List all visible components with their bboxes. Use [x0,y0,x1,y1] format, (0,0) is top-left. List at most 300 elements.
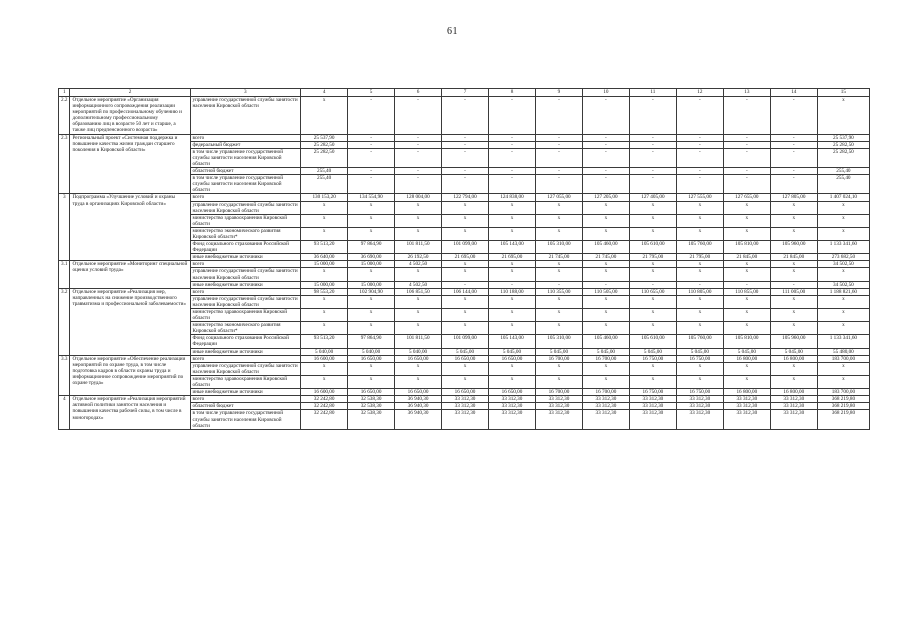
year-value: 110 355,00 [535,288,582,295]
year-value: x [442,295,489,308]
year-value: x [442,261,489,268]
year-value: 33 312,30 [676,396,723,403]
year-value: 97 864,90 [348,335,395,348]
year-value: 16 800,00 [770,355,817,362]
year-value: - [629,148,676,167]
budget-table [58,88,870,430]
year-value: - [535,168,582,175]
year-value: 5 040,00 [395,348,442,355]
year-value: - [535,175,582,194]
year-value: x [723,268,770,281]
year-value: x [629,309,676,322]
year-value: 127 555,00 [676,194,723,201]
year-value: x [770,268,817,281]
year-value: x [301,201,348,214]
year-value: x [348,295,395,308]
year-value: - [535,148,582,167]
year-value: 15 000,00 [301,281,348,288]
year-value: 16 800,00 [723,389,770,396]
total-value: 1 407 024,10 [817,194,869,201]
funding-source: управление государственной службы занятости населения Кировской области [190,362,301,375]
year-value: - [676,97,723,135]
column-number-2: 2 [70,89,190,97]
year-value: x [723,362,770,375]
year-value: 33 312,30 [535,410,582,429]
year-value: - [535,141,582,148]
year-value: 105 310,00 [535,335,582,348]
year-value: x [582,201,629,214]
year-value: 33 312,30 [535,403,582,410]
year-value: x [723,375,770,388]
year-value: x [442,362,489,375]
year-value: 21 695,00 [442,254,489,261]
year-value: 110 855,00 [723,288,770,295]
column-number-row [59,89,870,97]
total-value: 368 219,80 [817,396,869,403]
year-value: x [676,322,723,335]
year-value: x [723,214,770,227]
year-value: 127 405,00 [629,194,676,201]
year-value: - [442,148,489,167]
year-value: x [770,375,817,388]
year-value: x [582,309,629,322]
column-number-7: 7 [442,89,489,97]
year-value: 5 045,00 [442,348,489,355]
year-value: - [489,148,536,167]
year-value: 33 312,30 [629,410,676,429]
year-value: 134 554,90 [348,194,395,201]
year-value: x [629,261,676,268]
total-value: x [817,322,869,335]
year-value: - [442,281,489,288]
year-value: 130 153,20 [301,194,348,201]
total-value: 255,40 [817,175,869,194]
item-name: Подпрограмма «Улучшение условий и охраны труда в организациях Кировской области» [70,194,190,261]
year-value: x [582,268,629,281]
table-row [59,194,870,201]
year-value: - [770,175,817,194]
year-value: - [770,141,817,148]
year-value: 106 144,00 [442,288,489,295]
year-value: x [348,309,395,322]
year-value: - [723,168,770,175]
total-value: x [817,97,869,135]
year-value: - [582,141,629,148]
year-value: x [489,214,536,227]
year-value: x [348,375,395,388]
year-value: 105 610,00 [629,241,676,254]
column-number-6: 6 [395,89,442,97]
year-value: x [395,362,442,375]
year-value: - [582,134,629,141]
year-value: 16 700,00 [535,355,582,362]
year-value: - [489,97,536,135]
total-value: 1 188 821,60 [817,288,869,295]
column-number-5: 5 [348,89,395,97]
year-value: 25 537,90 [301,134,348,141]
year-value: 105 810,00 [723,335,770,348]
year-value: 21 795,00 [676,254,723,261]
year-value: x [489,309,536,322]
year-value: x [301,227,348,240]
year-value: 15 000,00 [348,261,395,268]
year-value: 5 045,00 [535,348,582,355]
funding-source: в том числе управление государственной службы занятости населения Кировской области [190,148,301,167]
total-value: 273 682,50 [817,254,869,261]
year-value: 32 538,30 [348,410,395,429]
year-value: 33 312,30 [535,396,582,403]
funding-source: Фонд социального страхования Российской Федерации [190,241,301,254]
year-value: x [535,261,582,268]
year-value: 16 650,00 [395,389,442,396]
year-value: x [723,309,770,322]
column-number-12: 12 [676,89,723,97]
year-value: 16 600,00 [301,355,348,362]
year-value: 110 655,00 [629,288,676,295]
year-value: 4 502,50 [395,281,442,288]
total-value: 1 133 341,60 [817,241,869,254]
year-value: 33 312,30 [489,396,536,403]
year-value: 32 242,80 [301,410,348,429]
year-value: - [489,175,536,194]
year-value: x [535,309,582,322]
total-value: x [817,201,869,214]
year-value: 33 312,30 [629,403,676,410]
year-value: x [489,261,536,268]
year-value: x [348,201,395,214]
item-number: 4 [59,396,70,429]
year-value: x [676,295,723,308]
year-value: - [489,134,536,141]
total-value: 183 700,00 [817,389,869,396]
year-value: - [348,97,395,135]
year-value: - [770,97,817,135]
year-value: x [629,322,676,335]
year-value: x [582,375,629,388]
year-value: x [535,214,582,227]
table-row [59,396,870,403]
year-value: x [629,227,676,240]
year-value: - [489,168,536,175]
funding-source: федеральный бюджет [190,141,301,148]
year-value: - [629,281,676,288]
year-value: 105 310,00 [535,241,582,254]
year-value: 16 700,00 [582,355,629,362]
year-value: 5 040,00 [348,348,395,355]
year-value: 255,40 [301,175,348,194]
item-name: Отдельное мероприятие «Организация информационного сопровождения реализации мероприятий по профессиональному обучению и дополнительному профессиональному образованию лиц в возрасте 50 лет и старше, а также лиц предпенсионного возраста» [70,97,190,135]
year-value: - [395,168,442,175]
year-value: 101 099,00 [442,335,489,348]
year-value: x [770,295,817,308]
total-value: x [817,309,869,322]
year-value: 36 940,30 [395,410,442,429]
year-value: x [442,322,489,335]
year-value: - [676,148,723,167]
year-value: x [582,362,629,375]
total-value: 25 282,50 [817,148,869,167]
year-value: x [442,214,489,227]
year-value: x [395,322,442,335]
year-value: x [395,201,442,214]
year-value: 16 650,00 [395,355,442,362]
year-value: x [301,268,348,281]
year-value: - [629,175,676,194]
year-value: - [723,281,770,288]
year-value: - [629,97,676,135]
year-value: 33 312,30 [770,403,817,410]
year-value: - [770,134,817,141]
year-value: - [770,281,817,288]
year-value: x [395,295,442,308]
table-row [59,97,870,135]
column-number-13: 13 [723,89,770,97]
year-value: x [535,268,582,281]
year-value: 101 811,50 [395,241,442,254]
funding-source: иные внебюджетные источники [190,389,301,396]
page-number: 61 [447,26,458,37]
funding-source: в том числе управление государственной службы занятости населения Кировской области [190,410,301,429]
year-value: x [489,322,536,335]
year-value: 5 045,00 [723,348,770,355]
item-name: Отдельное мероприятие «Реализация мер, направленных на снижение производственного травматизма и профессиональной заболеваемости» [70,288,190,355]
year-value: 5 045,00 [629,348,676,355]
year-value: - [348,168,395,175]
year-value: 16 650,00 [442,355,489,362]
year-value: x [535,322,582,335]
year-value: - [395,175,442,194]
year-value: 33 312,30 [676,410,723,429]
total-value: 255,40 [817,168,869,175]
year-value: x [535,375,582,388]
year-value: 105 610,00 [629,335,676,348]
year-value: 5 045,00 [582,348,629,355]
year-value: - [489,141,536,148]
year-value: x [770,214,817,227]
funding-source: министерство здравоохранения Кировской области [190,375,301,388]
year-value: x [489,362,536,375]
year-value: 105 460,00 [582,335,629,348]
item-name: Отдельное мероприятие «Реализация мероприятий активной политики занятости населения и повышения качества рабочей силы, в том числе в моногородах» [70,396,190,429]
column-number-15: 15 [817,89,869,97]
year-value: 93 513,20 [301,335,348,348]
year-value: - [348,134,395,141]
table-body [59,89,870,430]
year-value: x [770,227,817,240]
year-value: 16 650,00 [348,355,395,362]
year-value: x [676,201,723,214]
total-value: 55 480,00 [817,348,869,355]
funding-source: всего [190,134,301,141]
funding-source: управление государственной службы занятости населения Кировской области [190,268,301,281]
table-row [59,134,870,141]
year-value: - [535,134,582,141]
total-value: 34 502,50 [817,281,869,288]
total-value: 34 502,50 [817,261,869,268]
column-number-10: 10 [582,89,629,97]
year-value: x [301,322,348,335]
year-value: - [348,148,395,167]
year-value: - [442,175,489,194]
year-value: 105 460,00 [582,241,629,254]
year-value: 105 143,00 [489,335,536,348]
total-value: x [817,214,869,227]
year-value: - [723,148,770,167]
column-number-8: 8 [489,89,536,97]
year-value: x [676,261,723,268]
year-value: - [723,134,770,141]
year-value: 16 750,00 [676,355,723,362]
year-value: 106 851,50 [395,288,442,295]
total-value: 25 537,90 [817,134,869,141]
year-value: 33 312,30 [723,410,770,429]
year-value: x [629,295,676,308]
column-number-14: 14 [770,89,817,97]
year-value: x [723,261,770,268]
year-value: 25 282,50 [301,141,348,148]
total-value: x [817,295,869,308]
funding-source: всего [190,396,301,403]
year-value: x [395,268,442,281]
funding-source: управление государственной службы занятости населения Кировской области [190,97,301,135]
item-number: 3 [59,194,70,261]
year-value: - [395,148,442,167]
funding-source: областной бюджет [190,403,301,410]
year-value: 102 904,90 [348,288,395,295]
year-value: 21 745,00 [535,254,582,261]
year-value: 16 800,00 [723,355,770,362]
total-value: x [817,227,869,240]
year-value: x [489,227,536,240]
year-value: x [301,295,348,308]
year-value: 16 750,00 [676,389,723,396]
year-value: 16 650,00 [489,389,536,396]
year-value: 33 312,30 [582,410,629,429]
year-value: - [395,141,442,148]
year-value: 21 845,00 [723,254,770,261]
year-value: 98 553,20 [301,288,348,295]
funding-source: иные внебюджетные источники [190,348,301,355]
year-value: x [301,362,348,375]
year-value: 32 242,80 [301,403,348,410]
total-value: 368 219,80 [817,410,869,429]
year-value: - [676,141,723,148]
year-value: 105 960,00 [770,241,817,254]
funding-source: министерство экономического развития Кировской области* [190,322,301,335]
year-value: 33 312,30 [629,396,676,403]
year-value: 16 650,00 [489,355,536,362]
year-value: x [676,362,723,375]
year-value: - [442,97,489,135]
year-value: - [442,141,489,148]
year-value: 36 940,30 [395,396,442,403]
item-name: Отдельное мероприятие «Мониторинг специальной оценки условий труда» [70,261,190,288]
year-value: 105 760,00 [676,241,723,254]
total-value: 25 282,50 [817,141,869,148]
year-value: x [301,375,348,388]
year-value: - [582,168,629,175]
year-value: x [629,375,676,388]
year-value: 26 192,50 [395,254,442,261]
year-value: 93 513,20 [301,241,348,254]
column-number-1: 1 [59,89,70,97]
year-value: 110 505,00 [582,288,629,295]
year-value: - [723,141,770,148]
year-value: - [770,148,817,167]
year-value: 16 600,00 [301,389,348,396]
year-value: - [348,175,395,194]
year-value: x [489,295,536,308]
year-value: 5 045,00 [489,348,536,355]
item-number: 2.2 [59,97,70,135]
year-value: x [582,214,629,227]
year-value: x [582,322,629,335]
year-value: x [535,201,582,214]
year-value: x [676,309,723,322]
year-value: x [676,227,723,240]
year-value: 33 312,30 [442,396,489,403]
year-value: x [582,295,629,308]
total-value: 368 219,80 [817,403,869,410]
year-value: - [723,97,770,135]
year-value: x [442,227,489,240]
year-value: 15 000,00 [348,281,395,288]
year-value: 36 640,00 [301,254,348,261]
year-value: 16 650,00 [442,389,489,396]
year-value: x [348,362,395,375]
item-name: Отдельное мероприятие «Обеспечение реализации мероприятий по охране труда, в том числе подготовка кадров в области охраны труда и информационное сопровождение мероприятий по охране труда» [70,355,190,396]
year-value: 255,40 [301,168,348,175]
year-value: 32 538,30 [348,403,395,410]
year-value: x [770,322,817,335]
year-value: x [489,201,536,214]
year-value: 15 000,00 [301,261,348,268]
year-value: - [535,97,582,135]
year-value: 127 205,00 [582,194,629,201]
year-value: x [395,227,442,240]
year-value: 21 795,00 [629,254,676,261]
year-value: - [676,175,723,194]
year-value: 33 312,30 [723,403,770,410]
year-value: x [770,201,817,214]
year-value: x [770,261,817,268]
total-value: x [817,268,869,281]
year-value: x [301,309,348,322]
year-value: 97 864,90 [348,241,395,254]
year-value: x [348,214,395,227]
year-value: - [723,175,770,194]
year-value: 16 750,00 [629,389,676,396]
year-value: x [395,309,442,322]
year-value: 32 538,30 [348,396,395,403]
total-value: 1 133 341,60 [817,335,869,348]
year-value: 5 045,00 [770,348,817,355]
year-value: x [535,227,582,240]
year-value: x [301,214,348,227]
year-value: x [629,201,676,214]
year-value: - [395,97,442,135]
year-value: - [582,97,629,135]
year-value: - [629,141,676,148]
column-number-4: 4 [301,89,348,97]
year-value: 4 502,50 [395,261,442,268]
year-value: 105 760,00 [676,335,723,348]
year-value: 128 004,00 [395,194,442,201]
year-value: x [676,375,723,388]
year-value: 111 005,00 [770,288,817,295]
year-value: 122 794,00 [442,194,489,201]
year-value: - [770,168,817,175]
